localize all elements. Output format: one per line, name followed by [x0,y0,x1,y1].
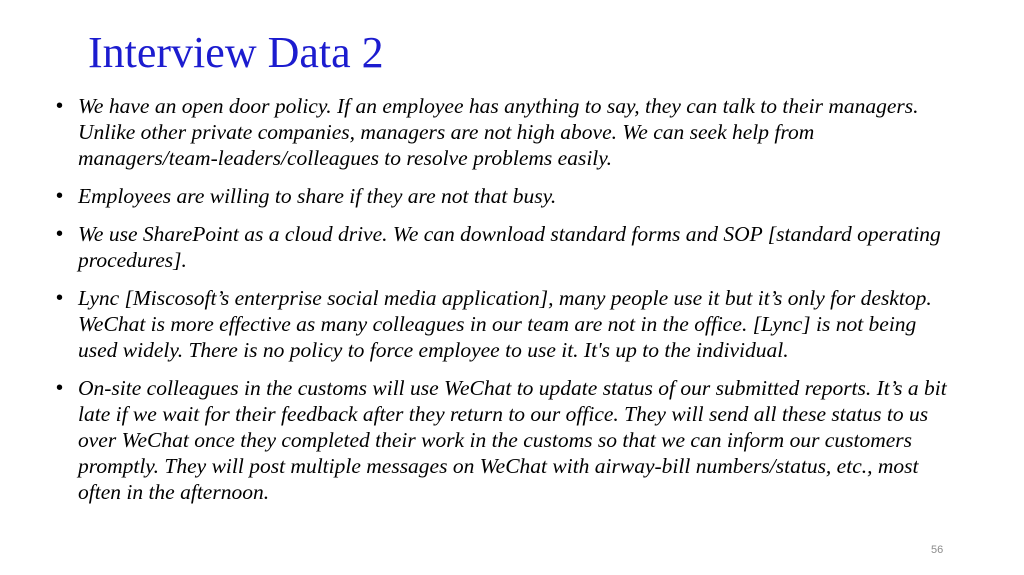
bullet-list [56,93,956,517]
bullet-item-open-door-policy [56,93,956,171]
bullet-item-sharepoint [56,221,956,273]
bullet-item-willing-to-share [56,183,956,209]
page-number: 56 [931,544,944,556]
bullet-dot-icon: • [56,185,64,207]
bullet-text: On-site colleagues in the customs will use WeChat to update status of our submitted reports. It’s a bit late if we wait for their feedback after they return to our office. They will send all these status to us over WeChat once they completed their work in the customs so that we can inform our customers promptly. They will post multiple messages on WeChat with airway-bill numbers/status, etc., most often in the afternoon. [78,376,947,504]
bullet-dot-icon: • [56,287,64,309]
bullet-text: We use SharePoint as a cloud drive. We can download standard forms and SOP [standard operating procedures]. [78,222,941,272]
bullet-text: Lync [Miscosoft’s enterprise social media application], many people use it but it’s only for desktop. WeChat is more effective as many colleagues in our team are not in the office. [Lync] is not being used widely. There is no policy to force employee to use it. It's up to the individual. [78,286,932,362]
bullet-dot-icon: • [56,95,64,117]
bullet-item-lync-wechat [56,285,956,363]
bullet-item-onsite-colleagues [56,375,956,505]
bullet-dot-icon: • [56,377,64,399]
bullet-dot-icon: • [56,223,64,245]
bullet-text: Employees are willing to share if they are not that busy. [78,184,557,208]
slide-title: Interview Data 2 [88,28,384,77]
bullet-text: We have an open door policy. If an employee has anything to say, they can talk to their managers. Unlike other private companies, managers are not high above. We can seek help from managers/team-leaders/colleagues to resolve problems easily. [78,94,919,170]
